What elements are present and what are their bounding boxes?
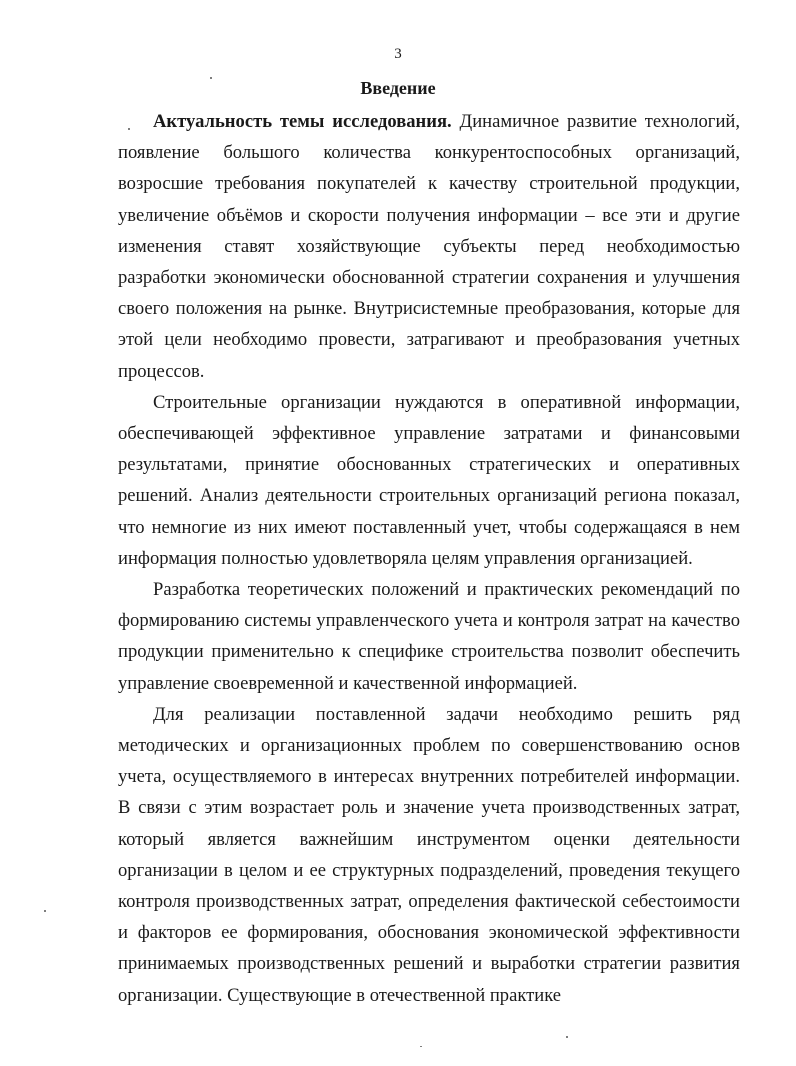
- scan-speck: [210, 77, 212, 79]
- paragraph-development: Разработка теоретических положений и практических рекомендаций по формированию системы управленческого учета и контроля затрат на качество продукции применительно к специфике строительства позволит обеспечить управление своевременной и качественной информацией.: [118, 579, 740, 694]
- section-heading: Введение: [360, 78, 436, 98]
- scan-speck: [128, 128, 130, 130]
- scan-speck: [44, 910, 46, 912]
- paragraph-lead: Актуальность темы исследования.: [153, 111, 452, 132]
- paragraph-implementation: Для реализации поставленной задачи необходимо решить ряд методических и организационных проблем по совершенствованию основ учета, осуществляемого в интересах внутренних потребителей информации. В связи с этим возрастает роль и значение учета производственных затрат, который является важнейшим инструментом оценки деятельности организации в целом и ее структурных подразделений, проведения текущего контроля производственных затрат, определения фактической себестоимости и факторов ее формирования, обоснования экономической эффективности принимаемых производственных решений и выработки стратегии развития организации. Существующие в отечественной практике: [118, 703, 740, 1006]
- scan-speck: [420, 1046, 422, 1047]
- paragraph-text: Динамичное развитие технологий, появление большого количества конкурентоспособных организаций, возросшие требования покупателей к качеству строительной продукции, увеличение объёмов и скорости получения информации – все эти и другие изменения ставят хозяйствующие субъекты перед необходимостью разработки экономически обоснованной стратегии сохранения и улучшения своего положения на рынке. Внутрисистемные преобразования, которые для этой цели необходимо провести, затрагивают и преобразования учетных процессов.: [118, 111, 740, 382]
- page-number: 3: [394, 46, 402, 62]
- paragraph-relevance: [118, 106, 740, 387]
- body-text: [118, 106, 740, 1011]
- paragraph-construction-orgs: Строительные организации нуждаются в оперативной информации, обеспечивающей эффективное управление затратами и финансовыми результатами, принятие обоснованных стратегических и оперативных решений. Анализ деятельности строительных организаций региона показал, что немногие из них имеют поставленный учет, чтобы содержащаяся в нем информация полностью удовлетворяла целям управления организацией.: [118, 391, 740, 569]
- scan-speck: [566, 1036, 568, 1038]
